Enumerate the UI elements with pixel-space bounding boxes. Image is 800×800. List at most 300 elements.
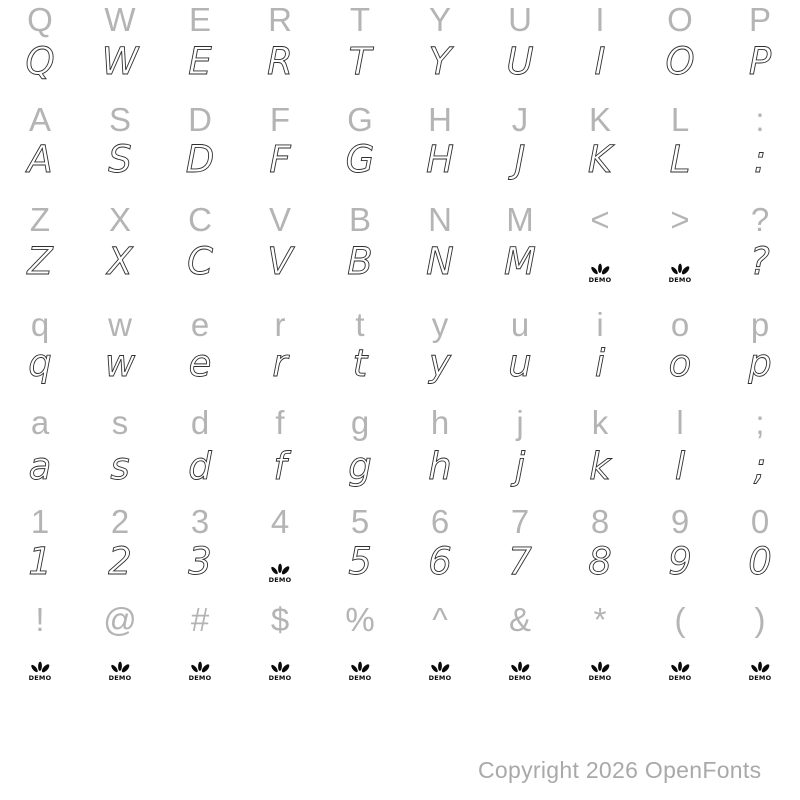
specimen-glyph: [640, 342, 720, 386]
reference-glyph: [240, 502, 320, 542]
reference-line-uppercase-qwerty: [0, 0, 800, 40]
reference-character: 6: [430, 503, 450, 540]
specimen-character: p: [748, 342, 772, 385]
reference-glyph: [240, 100, 320, 140]
demo-label: DEMO: [668, 674, 692, 682]
reference-glyph: [160, 0, 240, 40]
specimen-character: w: [104, 342, 136, 385]
specimen-character: s: [110, 445, 130, 488]
specimen-glyph: [400, 40, 480, 84]
specimen-character: o: [668, 342, 692, 385]
specimen-glyph: [0, 445, 80, 489]
reference-character: d: [190, 404, 210, 441]
reference-character: t: [355, 306, 365, 343]
reference-character: q: [30, 306, 50, 343]
specimen-character: W: [101, 40, 139, 83]
reference-character: T: [349, 1, 371, 38]
reference-glyph: [720, 502, 800, 542]
reference-character: Q: [27, 1, 53, 38]
reference-character: Z: [29, 201, 51, 238]
specimen-character: Q: [25, 40, 55, 83]
reference-glyph: [0, 600, 80, 640]
specimen-glyph: [480, 40, 560, 84]
demo-placeholder: [668, 660, 692, 682]
reference-character: I: [595, 1, 605, 38]
specimen-glyph: [240, 445, 320, 489]
demo-leaf-ornament-icon: [268, 562, 292, 576]
specimen-glyph: [400, 445, 480, 489]
demo-placeholder-glyph: [640, 240, 720, 284]
demo-leaf-ornament-icon: [108, 660, 132, 674]
reference-character: u: [510, 306, 530, 343]
reference-glyph: [640, 0, 720, 40]
specimen-glyph: [160, 138, 240, 182]
demo-leaf-ornament-icon: [428, 660, 452, 674]
specimen-character: S: [108, 138, 132, 181]
specimen-character: H: [426, 138, 454, 181]
reference-glyph: [560, 100, 640, 140]
specimen-glyph: [240, 240, 320, 284]
reference-glyph: [240, 600, 320, 640]
reference-character: ?: [750, 201, 770, 238]
reference-glyph: [560, 403, 640, 443]
demo-label: DEMO: [428, 674, 452, 682]
reference-glyph: [160, 200, 240, 240]
specimen-character: O: [665, 40, 695, 83]
specimen-character: G: [345, 138, 375, 181]
demo-placeholder-glyph: [160, 638, 240, 682]
reference-glyph: [400, 600, 480, 640]
specimen-character: B: [347, 240, 373, 283]
reference-character: F: [269, 101, 291, 138]
reference-character: S: [108, 101, 131, 138]
reference-character: o: [670, 306, 690, 343]
reference-glyph: [80, 502, 160, 542]
reference-glyph: [80, 0, 160, 40]
reference-glyph: [400, 305, 480, 345]
demo-placeholder: [188, 660, 212, 682]
specimen-line-uppercase-zxcv: [0, 240, 800, 284]
specimen-character: V: [267, 240, 293, 283]
specimen-character: F: [269, 138, 291, 181]
demo-placeholder: [268, 562, 292, 584]
reference-character: i: [596, 306, 604, 343]
specimen-character: A: [27, 138, 53, 181]
reference-character: &: [508, 601, 531, 638]
reference-character: G: [347, 101, 373, 138]
reference-character: :: [755, 101, 765, 138]
specimen-glyph: [160, 40, 240, 84]
demo-placeholder-glyph: [560, 638, 640, 682]
reference-glyph: [560, 502, 640, 542]
reference-character: R: [268, 1, 292, 38]
specimen-glyph: [640, 138, 720, 182]
demo-placeholder-glyph: [400, 638, 480, 682]
reference-glyph: [160, 600, 240, 640]
specimen-character: X: [107, 240, 133, 283]
reference-character: e: [190, 306, 210, 343]
reference-glyph: [640, 305, 720, 345]
reference-glyph: [480, 403, 560, 443]
specimen-glyph: [560, 342, 640, 386]
specimen-glyph: [480, 240, 560, 284]
specimen-character: M: [504, 240, 536, 283]
reference-glyph: [160, 403, 240, 443]
demo-placeholder-glyph: [720, 638, 800, 682]
specimen-glyph: [480, 138, 560, 182]
reference-character: 4: [270, 503, 290, 540]
demo-leaf-ornament-icon: [748, 660, 772, 674]
reference-character: N: [428, 201, 452, 238]
specimen-glyph: [720, 540, 800, 584]
demo-placeholder-glyph: [320, 638, 400, 682]
reference-glyph: [0, 0, 80, 40]
specimen-line-lowercase-asdf: [0, 445, 800, 489]
reference-character: A: [28, 101, 51, 138]
reference-glyph: [400, 100, 480, 140]
specimen-character: E: [188, 40, 212, 83]
reference-glyph: [400, 200, 480, 240]
demo-leaf-ornament-icon: [28, 660, 52, 674]
specimen-character: 5: [348, 540, 372, 583]
reference-character: %: [345, 601, 375, 638]
specimen-character: C: [187, 240, 213, 283]
reference-character: ;: [755, 404, 765, 441]
specimen-character: g: [348, 445, 372, 488]
specimen-character: 7: [508, 540, 532, 583]
reference-line-uppercase-zxcv: [0, 200, 800, 240]
specimen-glyph: [80, 342, 160, 386]
specimen-glyph: [400, 240, 480, 284]
demo-placeholder-glyph: [240, 638, 320, 682]
specimen-glyph: [160, 240, 240, 284]
demo-placeholder: [748, 660, 772, 682]
specimen-character: Y: [428, 40, 452, 83]
reference-character: K: [588, 101, 611, 138]
demo-label: DEMO: [588, 674, 612, 682]
demo-placeholder-glyph: [0, 638, 80, 682]
specimen-line-lowercase-qwerty: [0, 342, 800, 386]
reference-character: l: [676, 404, 684, 441]
reference-glyph: [480, 305, 560, 345]
reference-glyph: [320, 600, 400, 640]
reference-glyph: [720, 100, 800, 140]
reference-glyph: [400, 0, 480, 40]
reference-character: f: [275, 404, 285, 441]
specimen-character: D: [185, 138, 215, 181]
demo-leaf-ornament-icon: [268, 660, 292, 674]
demo-leaf-ornament-icon: [588, 262, 612, 276]
specimen-glyph: [240, 138, 320, 182]
specimen-glyph: [640, 540, 720, 584]
demo-leaf-ornament-icon: [508, 660, 532, 674]
specimen-glyph: [0, 342, 80, 386]
demo-label: DEMO: [748, 674, 772, 682]
reference-character: M: [506, 201, 534, 238]
demo-placeholder: [428, 660, 452, 682]
reference-glyph: [240, 0, 320, 40]
reference-line-lowercase-qwerty: [0, 305, 800, 345]
reference-character: 8: [590, 503, 610, 540]
reference-character: 0: [750, 503, 770, 540]
specimen-character: e: [188, 342, 212, 385]
demo-placeholder: [588, 262, 612, 284]
specimen-glyph: [160, 342, 240, 386]
specimen-character: Z: [27, 240, 53, 283]
specimen-character: 2: [108, 540, 132, 583]
reference-character: ): [754, 601, 766, 638]
demo-placeholder: [508, 660, 532, 682]
specimen-line-uppercase-qwerty: [0, 40, 800, 84]
reference-character: j: [516, 404, 524, 441]
reference-character: k: [591, 404, 609, 441]
specimen-character: t: [352, 342, 368, 385]
reference-line-uppercase-asdf: [0, 100, 800, 140]
specimen-character: a: [28, 445, 52, 488]
reference-glyph: [400, 403, 480, 443]
reference-glyph: [160, 100, 240, 140]
reference-character: X: [108, 201, 131, 238]
reference-glyph: [80, 100, 160, 140]
reference-character: E: [188, 1, 211, 38]
specimen-glyph: [80, 240, 160, 284]
specimen-character: 3: [188, 540, 212, 583]
reference-glyph: [640, 403, 720, 443]
demo-placeholder: [588, 660, 612, 682]
specimen-glyph: [320, 240, 400, 284]
specimen-glyph: [400, 342, 480, 386]
reference-glyph: [320, 0, 400, 40]
specimen-glyph: [320, 138, 400, 182]
specimen-glyph: [240, 342, 320, 386]
specimen-glyph: [720, 240, 800, 284]
specimen-character: 1: [28, 540, 52, 583]
reference-glyph: [480, 600, 560, 640]
demo-leaf-ornament-icon: [188, 660, 212, 674]
specimen-glyph: [320, 342, 400, 386]
reference-character: !: [35, 601, 45, 638]
reference-glyph: [480, 502, 560, 542]
specimen-glyph: [320, 540, 400, 584]
reference-glyph: [640, 100, 720, 140]
specimen-character: R: [267, 40, 293, 83]
specimen-character: j: [514, 445, 526, 488]
demo-label: DEMO: [508, 674, 532, 682]
reference-glyph: [0, 100, 80, 140]
demo-placeholder-glyph: [240, 540, 320, 584]
specimen-glyph: [160, 445, 240, 489]
demo-placeholder-glyph: [80, 638, 160, 682]
specimen-glyph: [0, 540, 80, 584]
specimen-glyph: [80, 138, 160, 182]
specimen-character: 0: [748, 540, 772, 583]
reference-glyph: [320, 200, 400, 240]
specimen-character: k: [589, 445, 611, 488]
demo-leaf-ornament-icon: [348, 660, 372, 674]
demo-placeholder-glyph: [560, 240, 640, 284]
reference-character: P: [748, 1, 771, 38]
specimen-character: l: [674, 445, 686, 488]
reference-character: $: [270, 601, 290, 638]
reference-character: D: [188, 101, 212, 138]
reference-character: 3: [190, 503, 210, 540]
demo-leaf-ornament-icon: [668, 660, 692, 674]
reference-character: L: [670, 101, 690, 138]
reference-character: @: [103, 601, 137, 638]
reference-glyph: [0, 403, 80, 443]
demo-label: DEMO: [188, 674, 212, 682]
specimen-character: J: [514, 138, 526, 181]
specimen-glyph: [80, 540, 160, 584]
specimen-character: 8: [588, 540, 612, 583]
reference-character: g: [350, 404, 370, 441]
specimen-character: U: [506, 40, 534, 83]
specimen-glyph: [0, 240, 80, 284]
specimen-character: i: [594, 342, 606, 385]
reference-character: 9: [670, 503, 690, 540]
reference-character: Y: [428, 1, 451, 38]
reference-character: (: [674, 601, 686, 638]
specimen-character: d: [188, 445, 212, 488]
specimen-character: N: [426, 240, 454, 283]
reference-character: >: [670, 201, 690, 238]
demo-placeholder-glyph: [640, 638, 720, 682]
specimen-glyph: [400, 540, 480, 584]
reference-character: p: [750, 306, 770, 343]
specimen-glyph: [560, 445, 640, 489]
specimen-character: q: [28, 342, 52, 385]
reference-character: 1: [30, 503, 50, 540]
reference-character: O: [667, 1, 693, 38]
specimen-glyph: [320, 40, 400, 84]
specimen-glyph: [80, 445, 160, 489]
specimen-glyph: [720, 40, 800, 84]
demo-placeholder-glyph: [480, 638, 560, 682]
reference-character: H: [428, 101, 452, 138]
specimen-glyph: [640, 445, 720, 489]
demo-label: DEMO: [348, 674, 372, 682]
specimen-line-symbols: [0, 638, 800, 682]
reference-glyph: [480, 200, 560, 240]
reference-glyph: [560, 305, 640, 345]
demo-label: DEMO: [588, 276, 612, 284]
specimen-character: ?: [750, 240, 770, 283]
specimen-glyph: [720, 342, 800, 386]
reference-glyph: [720, 403, 800, 443]
specimen-character: I: [594, 40, 606, 83]
reference-glyph: [80, 305, 160, 345]
specimen-character: K: [587, 138, 613, 181]
reference-glyph: [720, 600, 800, 640]
reference-character: ^: [432, 601, 448, 638]
specimen-glyph: [480, 445, 560, 489]
reference-character: B: [348, 201, 371, 238]
reference-glyph: [560, 200, 640, 240]
reference-glyph: [640, 200, 720, 240]
specimen-character: L: [669, 138, 691, 181]
reference-glyph: [0, 305, 80, 345]
specimen-character: :: [753, 138, 767, 181]
demo-label: DEMO: [108, 674, 132, 682]
reference-glyph: [560, 0, 640, 40]
demo-placeholder: [268, 660, 292, 682]
specimen-glyph: [0, 138, 80, 182]
specimen-glyph: [720, 138, 800, 182]
reference-character: s: [111, 404, 129, 441]
specimen-glyph: [480, 540, 560, 584]
reference-glyph: [640, 502, 720, 542]
specimen-glyph: [400, 138, 480, 182]
demo-label: DEMO: [268, 576, 292, 584]
reference-character: y: [431, 306, 449, 343]
specimen-character: f: [273, 445, 287, 488]
specimen-character: T: [348, 40, 372, 83]
specimen-character: h: [428, 445, 452, 488]
reference-glyph: [640, 600, 720, 640]
reference-character: a: [30, 404, 50, 441]
specimen-glyph: [80, 40, 160, 84]
reference-glyph: [480, 0, 560, 40]
specimen-character: y: [429, 342, 451, 385]
reference-character: C: [188, 201, 212, 238]
reference-character: r: [274, 306, 286, 343]
specimen-glyph: [640, 40, 720, 84]
specimen-glyph: [560, 40, 640, 84]
reference-character: J: [511, 101, 529, 138]
reference-glyph: [240, 200, 320, 240]
specimen-character: 6: [428, 540, 452, 583]
reference-glyph: [720, 0, 800, 40]
specimen-glyph: [560, 138, 640, 182]
reference-glyph: [480, 100, 560, 140]
reference-glyph: [160, 502, 240, 542]
reference-glyph: [80, 403, 160, 443]
reference-character: w: [108, 306, 132, 343]
reference-glyph: [80, 200, 160, 240]
reference-glyph: [80, 600, 160, 640]
specimen-glyph: [0, 40, 80, 84]
reference-glyph: [0, 200, 80, 240]
specimen-character: r: [272, 342, 288, 385]
reference-character: 5: [350, 503, 370, 540]
specimen-character: ;: [753, 445, 767, 488]
reference-character: *: [593, 601, 607, 638]
reference-glyph: [320, 502, 400, 542]
specimen-glyph: [240, 40, 320, 84]
reference-character: U: [508, 1, 532, 38]
reference-character: <: [590, 201, 610, 238]
reference-line-lowercase-asdf: [0, 403, 800, 443]
reference-glyph: [720, 305, 800, 345]
reference-glyph: [0, 502, 80, 542]
reference-character: V: [268, 201, 291, 238]
specimen-line-digits: [0, 540, 800, 584]
reference-glyph: [320, 403, 400, 443]
reference-character: W: [104, 1, 136, 38]
demo-placeholder: [28, 660, 52, 682]
copyright-text: Copyright 2026 OpenFonts: [478, 757, 762, 783]
specimen-glyph: [160, 540, 240, 584]
demo-placeholder: [348, 660, 372, 682]
reference-line-symbols: [0, 600, 800, 640]
specimen-character: 9: [668, 540, 692, 583]
reference-character: 7: [510, 503, 530, 540]
reference-glyph: [160, 305, 240, 345]
reference-glyph: [240, 403, 320, 443]
reference-character: 2: [110, 503, 130, 540]
demo-label: DEMO: [268, 674, 292, 682]
reference-glyph: [320, 305, 400, 345]
